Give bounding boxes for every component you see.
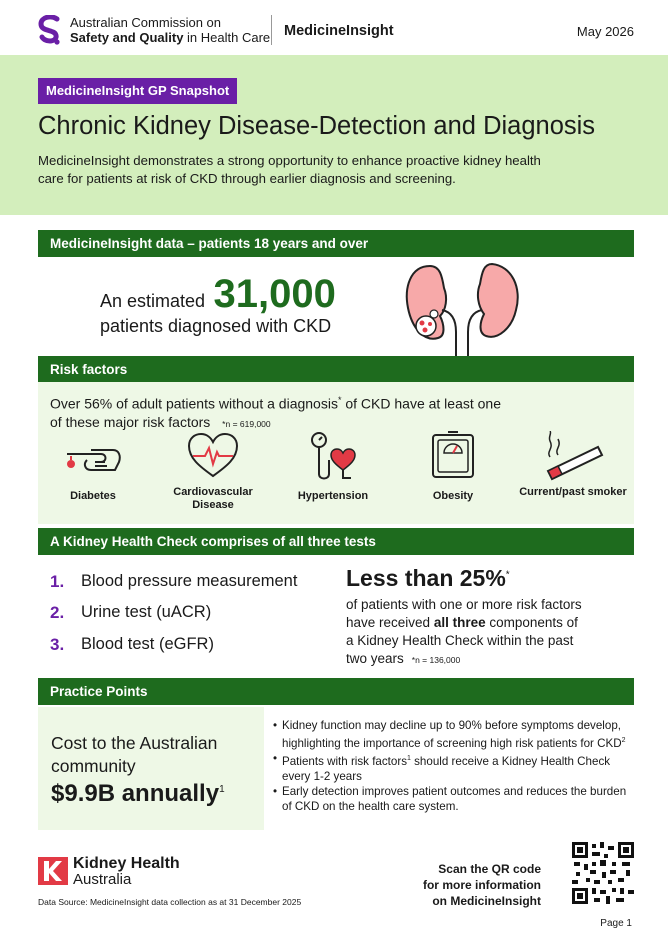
kidney-health-logo-icon <box>38 857 68 885</box>
check-stat-value: Less than 25% <box>346 565 506 591</box>
practice-bullet <box>273 718 633 751</box>
check-stat-text <box>346 596 636 669</box>
check-stat-line4 <box>346 650 636 669</box>
page-title: Chronic Kidney Disease-Detection and Diagnosis <box>38 112 596 140</box>
qr-line1: Scan the QR code <box>438 862 541 876</box>
org-line2-rest: in Health Care <box>183 30 271 45</box>
org-line1: Australian Commission on <box>70 15 222 30</box>
org-name <box>70 15 270 45</box>
program-name: MedicineInsight <box>284 23 394 39</box>
estimate-block <box>100 272 336 317</box>
cost-line1: Cost to the Australian <box>51 733 218 753</box>
practice-bullet <box>273 751 633 784</box>
check-stat-line2a: have received <box>346 615 434 630</box>
acsqhc-logo-icon <box>37 15 63 45</box>
kh-line2: Australia <box>73 871 132 888</box>
risk-item-label: Current/past smoker <box>519 486 627 498</box>
test-label: Blood test (eGFR) <box>81 635 214 653</box>
qr-code-icon[interactable] <box>572 842 634 904</box>
risk-text-a: Over 56% of adult patients without a diagnosis <box>50 395 338 412</box>
practice-section-heading: Practice Points <box>38 678 634 705</box>
bullet-sup: 2 <box>621 737 626 744</box>
risk-text-c: of these major risk factors <box>50 413 211 430</box>
org-line2-bold: Safety and Quality <box>70 30 184 45</box>
kh-line1: Kidney Health <box>73 855 180 872</box>
bullet-sup: 1 <box>407 754 411 762</box>
risk-item-smoker <box>518 430 628 499</box>
risk-item-cardiovascular <box>158 430 268 512</box>
practice-bullet <box>273 784 633 814</box>
risk-item-hypertension <box>278 430 388 503</box>
check-stat-line2b: all three <box>433 615 486 630</box>
finger-prick-icon <box>38 430 148 482</box>
test-num: 3. <box>50 635 65 654</box>
page-number: Page 1 <box>600 918 632 929</box>
intro-text: MedicineInsight demonstrates a strong opportunity to enhance proactive kidney health care for patients at risk of CKD through earlier diagnosis and screening. <box>38 153 541 186</box>
qr-text <box>423 861 541 909</box>
cost-value <box>51 780 225 808</box>
check-stat-line2 <box>346 614 636 632</box>
qr-line2: for more information <box>422 878 541 892</box>
practice-bullets <box>273 718 633 814</box>
check-stat-note: *n = 136,000 <box>411 655 461 665</box>
risk-text-b: of CKD have at least one <box>341 395 502 412</box>
check-stat-line4-text: two years <box>346 651 404 666</box>
risk-item-diabetes <box>38 430 148 503</box>
bullet-text-rest: should receive a Kidney Health Check every 1-2 years <box>282 754 611 783</box>
risk-item-label: Hypertension <box>297 490 369 502</box>
risk-section-heading: Risk factors <box>38 356 634 383</box>
test-num: 2. <box>50 603 65 622</box>
estimate-value: 31,000 <box>213 272 336 316</box>
test-num: 1. <box>50 572 65 591</box>
cost-value-text: $9.9B annually <box>51 780 220 807</box>
qr-line3: on MedicineInsight <box>432 894 541 908</box>
kidney-health-logo <box>73 856 180 888</box>
header-divider <box>271 15 272 45</box>
check-stat-sup: * <box>505 569 510 581</box>
estimate-suffix: patients diagnosed with CKD <box>100 316 332 336</box>
estimate-prefix: An estimated <box>100 291 206 311</box>
test-item <box>50 572 298 592</box>
cost-line2: community <box>51 756 136 776</box>
data-section-heading: MedicineInsight data – patients 18 years and over <box>38 230 634 257</box>
kidneys-icon <box>400 258 526 364</box>
check-stat-line3: a Kidney Health Check within the past <box>346 633 574 648</box>
test-label: Urine test (uACR) <box>81 603 212 621</box>
data-source: Data Source: MedicineInsight data collection as at 31 December 2025 <box>38 897 302 907</box>
check-stat-big <box>346 565 510 592</box>
risk-item-label: Cardiovascular Disease <box>173 486 253 511</box>
check-stat-line2c: components of <box>485 615 578 630</box>
risk-text-sup: * <box>337 395 342 405</box>
check-section-heading: A Kidney Health Check comprises of all three tests <box>38 528 634 555</box>
risk-n-note: *n = 619,000 <box>222 418 271 429</box>
issue-date: May 2026 <box>576 24 634 39</box>
risk-item-obesity <box>398 430 508 503</box>
risk-item-label: Obesity <box>432 490 474 502</box>
risk-item-label: Diabetes <box>70 490 116 502</box>
cost-value-sup: 1 <box>219 784 225 795</box>
cigarette-icon <box>518 430 628 482</box>
heart-ecg-icon <box>158 430 268 482</box>
bullet-text: Early detection improves patient outcomes and reduces the burden of CKD on the health care system. <box>282 784 627 813</box>
risk-text <box>50 391 610 433</box>
check-stat-line1: of patients with one or more risk factors <box>346 597 582 612</box>
cost-text <box>51 732 217 778</box>
test-item <box>50 603 212 623</box>
snapshot-pill: MedicineInsight GP Snapshot <box>38 78 237 104</box>
bullet-text: Patients with risk factors <box>282 754 407 768</box>
test-label: Blood pressure measurement <box>81 572 298 590</box>
test-item <box>50 635 214 655</box>
blood-pressure-icon <box>278 430 388 482</box>
bullet-text: Kidney function may decline up to 90% before symptoms develop, highlighting the importance of screening high risk patients for CKD <box>282 719 622 750</box>
org-line2 <box>70 30 270 45</box>
scale-icon <box>398 430 508 482</box>
